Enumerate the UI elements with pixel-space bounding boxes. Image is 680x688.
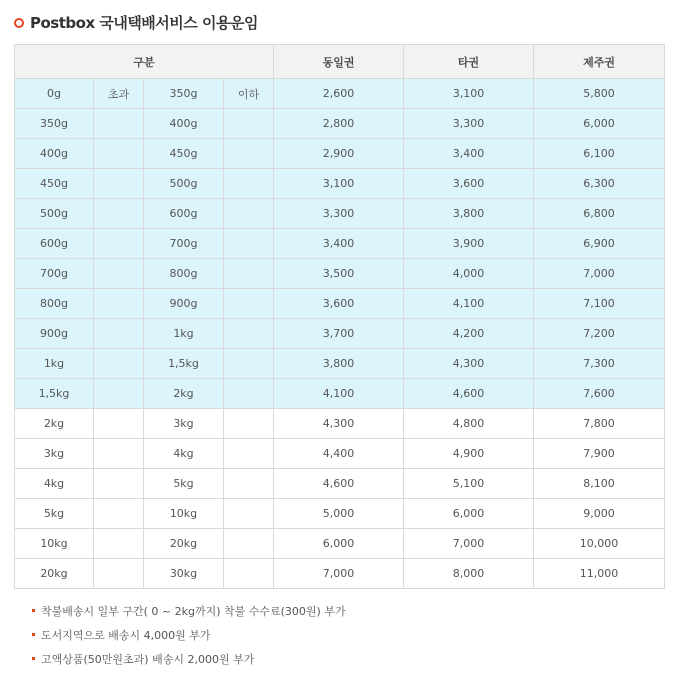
weight-from-cell: 20kg [15,559,94,589]
fee-other-area-cell: 6,000 [404,499,534,529]
fee-other-area-cell: 5,100 [404,469,534,499]
under-label-cell [224,259,274,289]
fee-same-area-cell: 3,300 [274,199,404,229]
fee-other-area-cell: 3,800 [404,199,534,229]
fee-jeju-cell: 6,100 [534,139,665,169]
over-label-cell [94,139,144,169]
fee-jeju-cell: 7,300 [534,349,665,379]
fee-same-area-cell: 3,400 [274,229,404,259]
note-item [32,651,346,675]
table-header-row [15,45,665,79]
note-item [32,627,346,651]
under-label-cell [224,139,274,169]
fee-jeju-cell: 5,800 [534,79,665,109]
note-text: 착불배송시 일부 구간( 0 ~ 2kg까지) 착불 수수료(300원) 부가 [41,605,346,618]
over-label-cell [94,499,144,529]
header-category: 구분 [15,45,274,79]
weight-from-cell: 500g [15,199,94,229]
notes-list [32,603,346,675]
weight-to-cell: 3kg [144,409,224,439]
fee-other-area-cell: 4,100 [404,289,534,319]
fee-jeju-cell: 6,300 [534,169,665,199]
note-text: 도서지역으로 배송시 4,000원 부가 [41,629,211,642]
over-label-cell: 초과 [94,79,144,109]
table-row [15,439,665,469]
fee-same-area-cell: 3,800 [274,349,404,379]
weight-from-cell: 800g [15,289,94,319]
fee-same-area-cell: 2,600 [274,79,404,109]
fee-other-area-cell: 4,600 [404,379,534,409]
weight-from-cell: 700g [15,259,94,289]
table-body [15,79,665,589]
fee-other-area-cell: 3,600 [404,169,534,199]
fee-jeju-cell: 10,000 [534,529,665,559]
fee-other-area-cell: 3,100 [404,79,534,109]
orange-dot-icon [32,633,35,636]
weight-to-cell: 1kg [144,319,224,349]
fee-jeju-cell: 8,100 [534,469,665,499]
fee-same-area-cell: 3,700 [274,319,404,349]
table-row [15,229,665,259]
under-label-cell [224,109,274,139]
table-row [15,139,665,169]
fee-same-area-cell: 6,000 [274,529,404,559]
fee-same-area-cell: 4,300 [274,409,404,439]
over-label-cell [94,169,144,199]
over-label-cell [94,319,144,349]
orange-dot-icon [32,657,35,660]
weight-from-cell: 900g [15,319,94,349]
table-row [15,199,665,229]
fee-same-area-cell: 4,400 [274,439,404,469]
under-label-cell [224,199,274,229]
fee-same-area-cell: 2,900 [274,139,404,169]
note-item [32,603,346,627]
fee-other-area-cell: 3,300 [404,109,534,139]
table-row [15,79,665,109]
weight-from-cell: 3kg [15,439,94,469]
weight-to-cell: 2kg [144,379,224,409]
weight-from-cell: 2kg [15,409,94,439]
fee-same-area-cell: 3,600 [274,289,404,319]
fee-jeju-cell: 6,000 [534,109,665,139]
header-same-area: 동일권 [274,45,404,79]
fee-jeju-cell: 7,600 [534,379,665,409]
fee-jeju-cell: 7,000 [534,259,665,289]
over-label-cell [94,199,144,229]
under-label-cell [224,559,274,589]
over-label-cell [94,379,144,409]
weight-from-cell: 400g [15,139,94,169]
table-row [15,109,665,139]
weight-to-cell: 900g [144,289,224,319]
fee-jeju-cell: 7,900 [534,439,665,469]
fee-other-area-cell: 8,000 [404,559,534,589]
table-row [15,469,665,499]
under-label-cell [224,289,274,319]
over-label-cell [94,469,144,499]
weight-to-cell: 700g [144,229,224,259]
over-label-cell [94,229,144,259]
fee-other-area-cell: 4,200 [404,319,534,349]
fee-same-area-cell: 4,100 [274,379,404,409]
weight-to-cell: 600g [144,199,224,229]
under-label-cell [224,439,274,469]
under-label-cell [224,349,274,379]
under-label-cell [224,379,274,409]
fee-other-area-cell: 4,300 [404,349,534,379]
weight-from-cell: 450g [15,169,94,199]
under-label-cell [224,229,274,259]
table-row [15,409,665,439]
weight-from-cell: 1kg [15,349,94,379]
weight-to-cell: 500g [144,169,224,199]
weight-to-cell: 4kg [144,439,224,469]
fee-same-area-cell: 5,000 [274,499,404,529]
under-label-cell [224,319,274,349]
over-label-cell [94,409,144,439]
weight-from-cell: 10kg [15,529,94,559]
under-label-cell [224,409,274,439]
under-label-cell [224,169,274,199]
weight-to-cell: 350g [144,79,224,109]
under-label-cell [224,529,274,559]
fee-jeju-cell: 9,000 [534,499,665,529]
table-row [15,319,665,349]
weight-to-cell: 10kg [144,499,224,529]
fee-other-area-cell: 4,000 [404,259,534,289]
fee-jeju-cell: 6,900 [534,229,665,259]
header-jeju: 제주권 [534,45,665,79]
weight-to-cell: 800g [144,259,224,289]
note-text: 고액상품(50만원초과) 배송시 2,000원 부가 [41,653,255,666]
weight-to-cell: 1,5kg [144,349,224,379]
table-row [15,379,665,409]
under-label-cell [224,499,274,529]
fee-jeju-cell: 11,000 [534,559,665,589]
fee-same-area-cell: 3,500 [274,259,404,289]
fee-same-area-cell: 4,600 [274,469,404,499]
weight-from-cell: 5kg [15,499,94,529]
table-row [15,289,665,319]
table-row [15,529,665,559]
over-label-cell [94,559,144,589]
over-label-cell [94,349,144,379]
under-label-cell [224,469,274,499]
title-bar [14,10,258,34]
weight-from-cell: 1,5kg [15,379,94,409]
weight-to-cell: 450g [144,139,224,169]
page-title: Postbox 국내택배서비스 이용운임 [30,13,258,32]
header-other-area: 타권 [404,45,534,79]
fee-other-area-cell: 7,000 [404,529,534,559]
fee-other-area-cell: 3,900 [404,229,534,259]
fee-jeju-cell: 7,800 [534,409,665,439]
table-row [15,169,665,199]
table-row [15,559,665,589]
table-row [15,349,665,379]
over-label-cell [94,289,144,319]
fee-other-area-cell: 4,900 [404,439,534,469]
under-label-cell: 이하 [224,79,274,109]
table-row [15,499,665,529]
orange-dot-icon [32,609,35,612]
over-label-cell [94,109,144,139]
fee-same-area-cell: 2,800 [274,109,404,139]
weight-to-cell: 400g [144,109,224,139]
fee-jeju-cell: 7,100 [534,289,665,319]
weight-from-cell: 600g [15,229,94,259]
fee-same-area-cell: 7,000 [274,559,404,589]
fee-other-area-cell: 3,400 [404,139,534,169]
weight-to-cell: 20kg [144,529,224,559]
weight-to-cell: 30kg [144,559,224,589]
weight-from-cell: 0g [15,79,94,109]
over-label-cell [94,529,144,559]
over-label-cell [94,439,144,469]
over-label-cell [94,259,144,289]
weight-from-cell: 4kg [15,469,94,499]
fee-jeju-cell: 6,800 [534,199,665,229]
fee-jeju-cell: 7,200 [534,319,665,349]
orange-ring-bullet-icon [14,18,24,28]
table-row [15,259,665,289]
weight-from-cell: 350g [15,109,94,139]
fee-other-area-cell: 4,800 [404,409,534,439]
shipping-fee-table [14,44,665,589]
fee-same-area-cell: 3,100 [274,169,404,199]
weight-to-cell: 5kg [144,469,224,499]
